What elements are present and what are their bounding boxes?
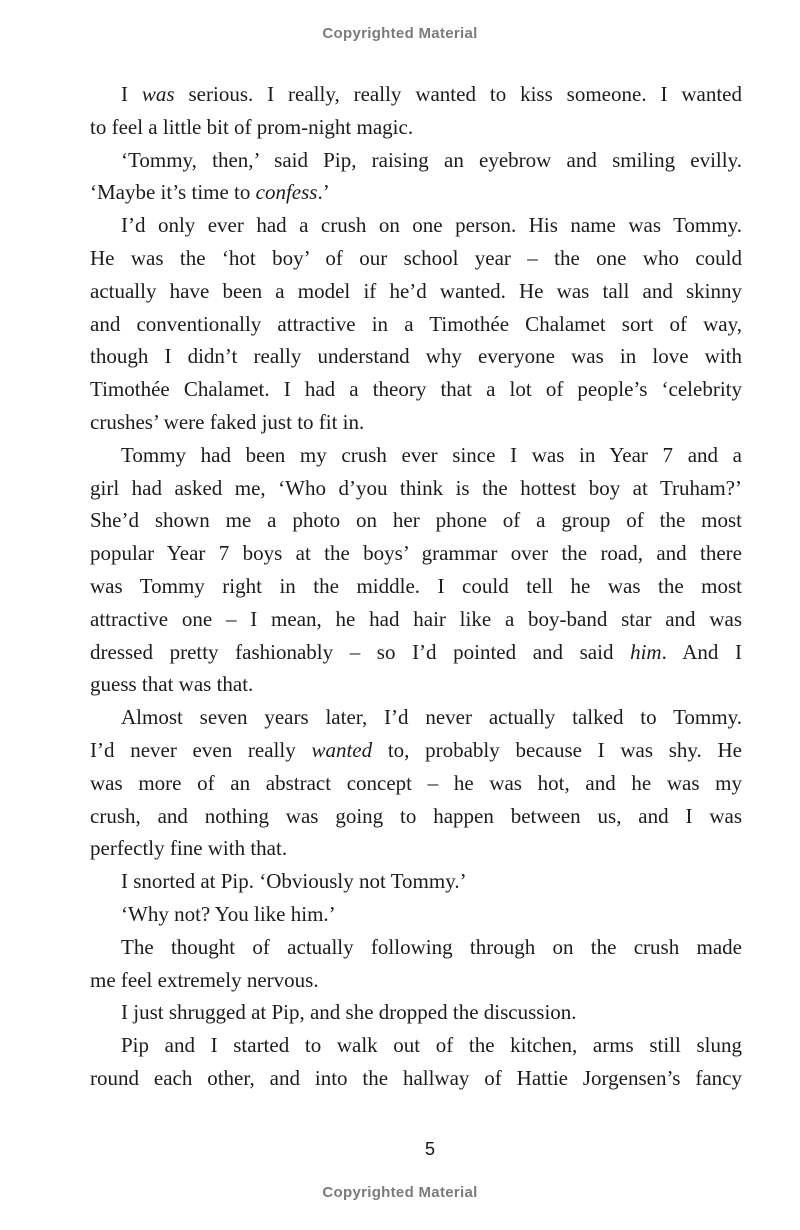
run-text: attractive one – I mean, he had hair like a boy-band star and was xyxy=(90,606,742,631)
run-text: She’d shown me a photo on her phone of a group of the most xyxy=(90,508,742,533)
paragraph xyxy=(90,144,742,210)
italic-text: confess xyxy=(255,180,318,205)
run-text: I just shrugged at Pip, and she dropped the discussion. xyxy=(121,1000,577,1025)
run-text: was more of an abstract concept – he was hot, and he was my xyxy=(90,770,742,795)
run-text: though I didn’t really understand why everyone was in love with xyxy=(90,344,742,369)
run-text: crush, and nothing was going to happen between us, and I was xyxy=(90,803,742,828)
run-text: was Tommy right in the middle. I could tell he was the most xyxy=(90,573,742,598)
text-line xyxy=(90,472,742,505)
text-line xyxy=(90,78,742,111)
body-text xyxy=(90,78,742,1095)
run-text: I’d only ever had a crush on one person. His name was Tommy. xyxy=(121,213,742,238)
run-text: Tommy had been my crush ever since I was in Year 7 and a xyxy=(121,442,742,467)
paragraph xyxy=(90,1029,742,1095)
paragraph xyxy=(90,209,742,439)
text-line xyxy=(90,767,742,800)
run-text: . And I xyxy=(661,639,742,664)
italic-text: wanted xyxy=(311,737,373,762)
text-line xyxy=(90,308,742,341)
text-line xyxy=(90,373,742,406)
text-line xyxy=(90,701,742,734)
paragraph xyxy=(90,78,742,144)
run-text: dressed pretty fashionably – so I’d pointed and said xyxy=(90,639,631,664)
paragraph xyxy=(90,996,742,1029)
run-text: I’d never even really xyxy=(90,737,312,762)
text-line xyxy=(90,111,742,144)
copyright-notice-bottom: Copyrighted Material xyxy=(322,1184,478,1201)
italic-text: was xyxy=(141,82,175,106)
run-text: perfectly fine with that. xyxy=(90,836,288,861)
run-text: serious. I really, really wanted to kiss someone. I wanted xyxy=(174,82,743,106)
text-line xyxy=(90,734,742,767)
italic-text: him xyxy=(630,639,662,664)
run-text: girl had asked me, ‘Who d’you think is the hottest boy at Truham?’ xyxy=(90,475,742,500)
run-text: popular Year 7 boys at the boys’ grammar over the road, and there xyxy=(90,541,742,566)
text-line xyxy=(90,898,742,931)
text-line xyxy=(90,439,742,472)
run-text: I xyxy=(121,82,142,106)
text-line xyxy=(90,636,742,669)
text-line xyxy=(90,340,742,373)
paragraph xyxy=(90,931,742,997)
text-line xyxy=(90,964,742,997)
text-line xyxy=(90,800,742,833)
run-text: ‘Why not? You like him.’ xyxy=(121,901,336,926)
run-text: crushes’ were faked just to fit in. xyxy=(90,409,365,434)
paragraph xyxy=(90,701,742,865)
text-line xyxy=(90,832,742,865)
run-text: actually have been a model if he’d wanted. He was tall and skinny xyxy=(90,278,742,303)
run-text: ‘Maybe it’s time to xyxy=(90,180,256,205)
run-text: He was the ‘hot boy’ of our school year – the one who could xyxy=(90,245,742,270)
copyright-notice-top: Copyrighted Material xyxy=(322,25,478,42)
text-line xyxy=(90,1029,742,1062)
text-line xyxy=(90,1062,742,1095)
run-text: The thought of actually following through on the crush made xyxy=(121,934,742,959)
run-text: me feel extremely nervous. xyxy=(90,967,319,992)
run-text: round each other, and into the hallway of Hattie Jorgensen’s fancy xyxy=(90,1065,742,1090)
text-line xyxy=(90,504,742,537)
run-text: Pip and I started to walk out of the kitchen, arms still slung xyxy=(121,1033,742,1058)
text-line xyxy=(90,209,742,242)
paragraph xyxy=(90,898,742,931)
paragraph xyxy=(90,865,742,898)
text-line xyxy=(90,668,742,701)
run-text: Almost seven years later, I’d never actually talked to Tommy. xyxy=(121,705,742,730)
text-line xyxy=(90,242,742,275)
run-text: to, probably because I was shy. He xyxy=(372,737,742,762)
text-line xyxy=(90,996,742,1029)
run-text: to feel a little bit of prom-night magic. xyxy=(90,114,414,139)
paragraph xyxy=(90,439,742,701)
run-text: .’ xyxy=(317,180,330,205)
text-line xyxy=(90,144,742,177)
text-line xyxy=(90,176,742,209)
text-line xyxy=(90,537,742,570)
run-text: I snorted at Pip. ‘Obviously not Tommy.’ xyxy=(121,869,467,894)
text-line xyxy=(90,570,742,603)
text-line xyxy=(90,406,742,439)
text-line xyxy=(90,275,742,308)
text-line xyxy=(90,931,742,964)
run-text: ‘Tommy, then,’ said Pip, raising an eyebrow and smiling evilly. xyxy=(121,147,742,172)
page-number: 5 xyxy=(424,1139,435,1159)
text-line xyxy=(90,603,742,636)
run-text: and conventionally attractive in a Timothée Chalamet sort of way, xyxy=(90,311,742,336)
run-text: guess that was that. xyxy=(90,672,254,697)
text-line xyxy=(90,865,742,898)
run-text: Timothée Chalamet. I had a theory that a lot of people’s ‘celebrity xyxy=(90,377,742,402)
